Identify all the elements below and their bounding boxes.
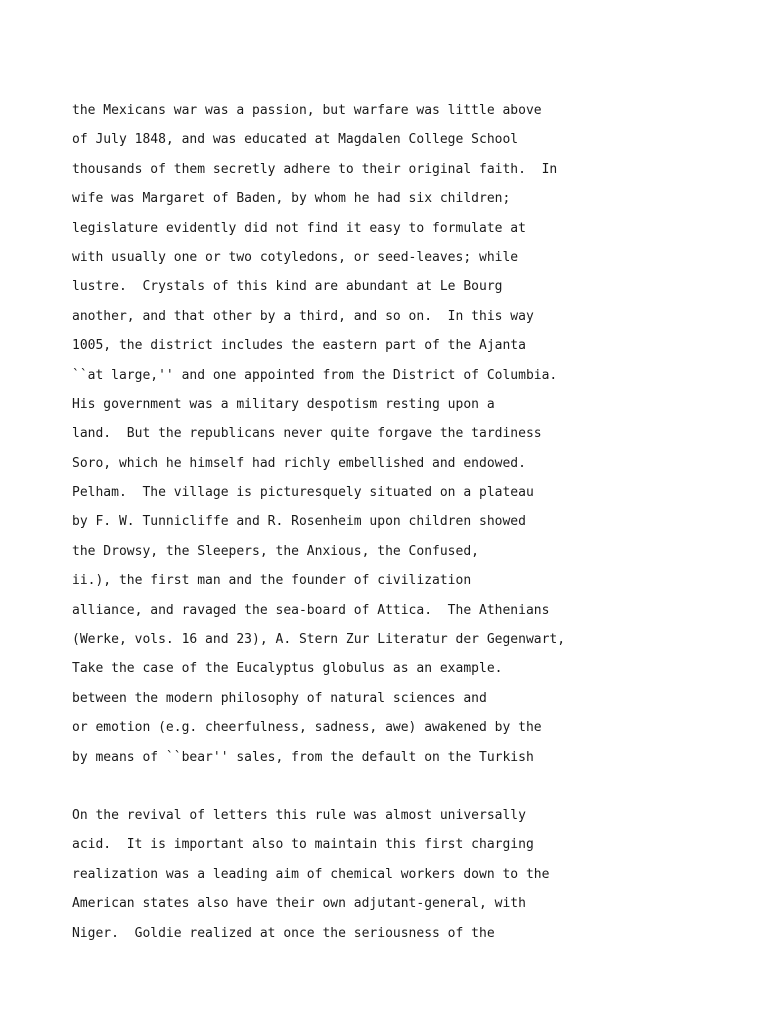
text-line: His government was a military despotism resting upon a xyxy=(72,396,495,412)
text-line: realization was a leading aim of chemical workers down to the xyxy=(72,866,550,882)
text-line: legislature evidently did not find it easy to formulate at xyxy=(72,220,526,236)
text-line: thousands of them secretly adhere to their original faith. In xyxy=(72,161,558,177)
text-line: by means of ``bear'' sales, from the default on the Turkish xyxy=(72,749,534,765)
text-line: (Werke, vols. 16 and 23), A. Stern Zur Literatur der Gegenwart, xyxy=(72,632,566,648)
text-line: wife was Margaret of Baden, by whom he had six children; xyxy=(72,191,511,207)
text-line: ``at large,'' and one appointed from the District of Columbia. xyxy=(72,367,558,383)
text-line: the Mexicans war was a passion, but warfare was little above xyxy=(72,103,542,118)
text-line: between the modern philosophy of natural sciences and xyxy=(72,690,487,706)
text-line: the Drowsy, the Sleepers, the Anxious, the Confused, xyxy=(72,543,479,559)
text-line: Pelham. The village is picturesquely situated on a plateau xyxy=(72,485,534,501)
text-line: 1005, the district includes the eastern part of the Ajanta xyxy=(72,338,526,354)
text-line: On the revival of letters this rule was almost universally xyxy=(72,808,526,823)
text-line: land. But the republicans never quite forgave the tardiness xyxy=(72,426,542,442)
text-line: Niger. Goldie realized at once the seriousness of the xyxy=(72,925,495,941)
text-line: American states also have their own adjutant-general, with xyxy=(72,896,526,912)
text-line: lustre. Crystals of this kind are abundant at Le Bourg xyxy=(72,279,503,295)
paragraph-1 xyxy=(72,96,752,772)
text-line: Soro, which he himself had richly embellished and endowed. xyxy=(72,455,526,471)
text-line: by F. W. Tunnicliffe and R. Rosenheim upon children showed xyxy=(72,514,526,530)
paragraph-2 xyxy=(72,801,752,948)
text-line: acid. It is important also to maintain this first charging xyxy=(72,837,534,853)
text-line: alliance, and ravaged the sea-board of Attica. The Athenians xyxy=(72,602,550,618)
text-line: another, and that other by a third, and so on. In this way xyxy=(72,308,534,324)
text-line: or emotion (e.g. cheerfulness, sadness, awe) awakened by the xyxy=(72,720,542,736)
text-line: of July 1848, and was educated at Magdalen College School xyxy=(72,132,519,148)
text-line: ii.), the first man and the founder of civilization xyxy=(72,573,472,589)
text-line: with usually one or two cotyledons, or seed-leaves; while xyxy=(72,249,519,265)
text-line: Take the case of the Eucalyptus globulus as an example. xyxy=(72,661,503,677)
